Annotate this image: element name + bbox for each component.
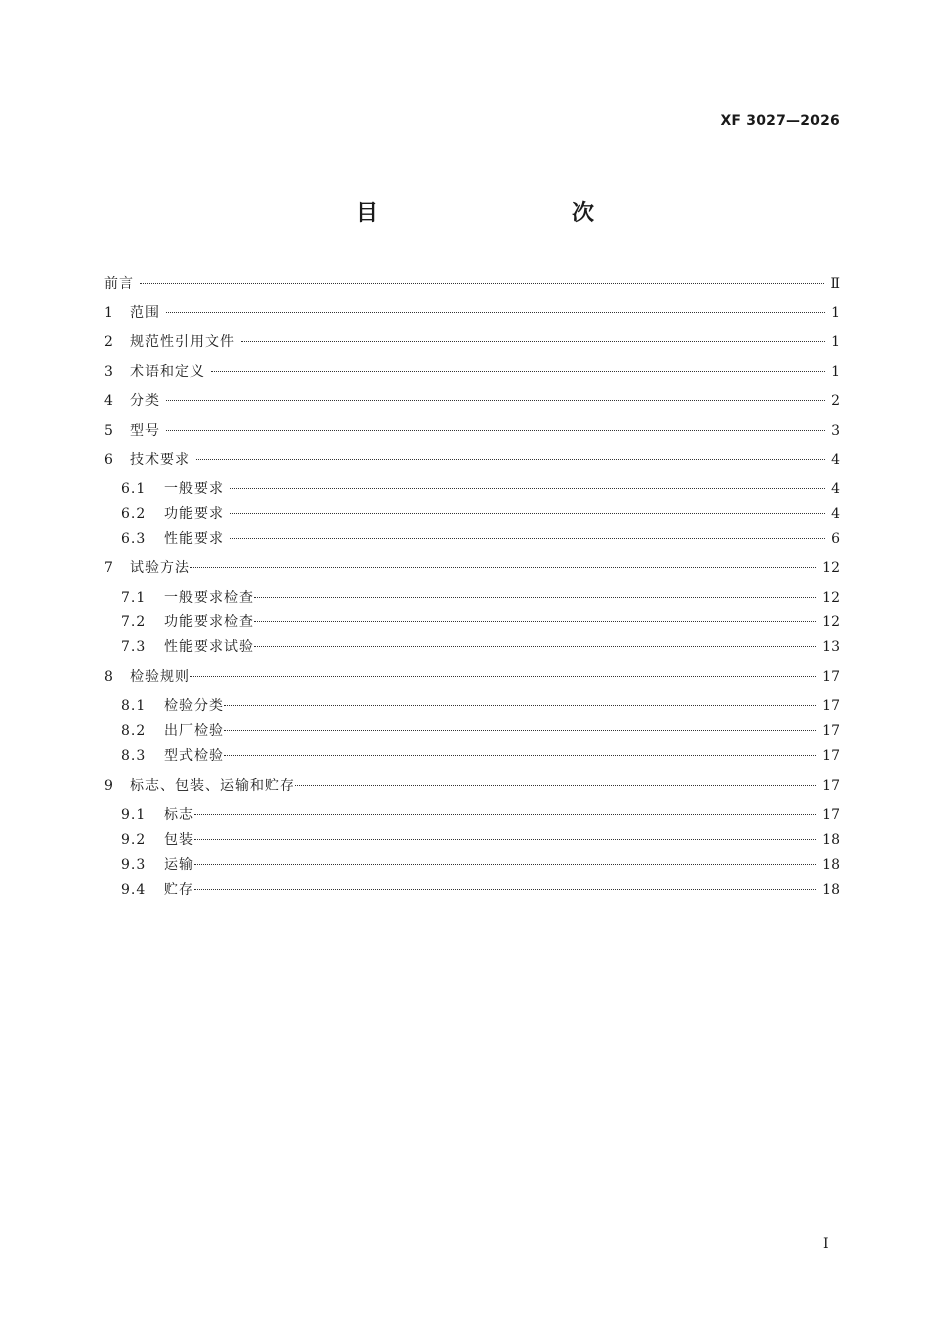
toc-page: 4 [831, 481, 840, 497]
toc-entry-7-2[interactable] [104, 611, 840, 633]
leader-dots [166, 400, 825, 401]
toc-entry-6[interactable] [104, 449, 840, 471]
leader-dots [224, 755, 816, 756]
leader-dots [295, 785, 816, 786]
toc-number: 9.1 [121, 807, 147, 823]
leader-dots [224, 730, 816, 731]
leader-dots [190, 567, 816, 568]
toc-page: 13 [822, 639, 840, 655]
toc-label: 运输 [164, 857, 194, 873]
toc-number: 1 [104, 305, 114, 321]
toc-number: 6 [104, 452, 114, 468]
toc-entry-8-3[interactable] [104, 745, 840, 767]
toc-entry-7-3[interactable] [104, 636, 840, 658]
toc-label: 范围 [130, 305, 160, 321]
toc-number: 7.3 [121, 639, 147, 655]
toc-page: 12 [822, 614, 840, 630]
toc-number: 6.3 [121, 531, 147, 547]
toc-label: 功能要求检查 [164, 614, 254, 630]
toc-label: 一般要求检查 [164, 590, 254, 606]
toc-label: 包装 [164, 832, 194, 848]
leader-dots [194, 839, 816, 840]
toc-number: 2 [104, 334, 114, 350]
toc-label: 检验分类 [164, 698, 224, 714]
toc-label: 试验方法 [130, 560, 190, 576]
toc-number: 9 [104, 778, 114, 794]
toc-label: 型号 [130, 423, 160, 439]
leader-dots [254, 597, 816, 598]
toc-label: 术语和定义 [130, 364, 205, 380]
toc-label: 规范性引用文件 [130, 334, 235, 350]
toc-number: 3 [104, 364, 114, 380]
toc-page: 17 [822, 807, 840, 823]
toc-number: 7 [104, 560, 114, 576]
toc-page: 6 [831, 531, 840, 547]
page-number: I [823, 1236, 829, 1252]
toc-page: 3 [831, 423, 840, 439]
leader-dots [194, 864, 816, 865]
toc-page: 17 [822, 723, 840, 739]
toc-entry-9-2[interactable] [104, 829, 840, 851]
toc-number: 8 [104, 669, 114, 685]
toc-entry-preface[interactable] [104, 273, 840, 295]
toc-entry-4[interactable] [104, 390, 840, 412]
toc-number: 6.1 [121, 481, 147, 497]
toc-entry-8-1[interactable] [104, 695, 840, 717]
toc-label: 出厂检验 [164, 723, 224, 739]
toc-entry-7[interactable] [104, 557, 840, 579]
toc-label: 性能要求 [164, 531, 224, 547]
toc-label: 标志 [164, 807, 194, 823]
toc-number: 7.2 [121, 614, 147, 630]
toc-label: 性能要求试验 [164, 639, 254, 655]
toc-number: 4 [104, 393, 114, 409]
toc-page: 18 [822, 857, 840, 873]
toc-number: 9.2 [121, 832, 147, 848]
toc-label: 标志、包装、运输和贮存 [130, 778, 295, 794]
leader-dots [254, 621, 816, 622]
toc-page: 12 [822, 590, 840, 606]
page-title: 目 次 [355, 201, 644, 226]
toc-number: 8.1 [121, 698, 147, 714]
toc-page: 1 [831, 305, 840, 321]
toc-page: 17 [822, 778, 840, 794]
standard-code: XF 3027—2026 [720, 113, 840, 129]
toc-entry-8-2[interactable] [104, 720, 840, 742]
toc-page: 18 [822, 832, 840, 848]
leader-dots [254, 646, 816, 647]
leader-dots [224, 705, 816, 706]
leader-dots [166, 312, 825, 313]
leader-dots [194, 889, 816, 890]
toc-page: 17 [822, 748, 840, 764]
leader-dots [230, 488, 825, 489]
toc-page: 1 [831, 334, 840, 350]
toc-label: 检验规则 [130, 669, 190, 685]
toc-entry-9-4[interactable] [104, 879, 840, 901]
toc-page: 18 [822, 882, 840, 898]
toc-entry-2[interactable] [104, 331, 840, 353]
toc-label: 功能要求 [164, 506, 224, 522]
toc-entry-5[interactable] [104, 420, 840, 442]
toc-label: 前言 [104, 276, 134, 292]
toc-page: 17 [822, 669, 840, 685]
toc-number: 8.3 [121, 748, 147, 764]
toc-page: 12 [822, 560, 840, 576]
toc-page: 1 [831, 364, 840, 380]
toc-entry-6-1[interactable] [104, 478, 840, 500]
toc-entry-8[interactable] [104, 666, 840, 688]
toc-label: 一般要求 [164, 481, 224, 497]
toc-entry-9-3[interactable] [104, 854, 840, 876]
leader-dots [196, 459, 825, 460]
toc-page: 17 [822, 698, 840, 714]
toc-entry-7-1[interactable] [104, 587, 840, 609]
leader-dots [194, 814, 816, 815]
leader-dots [140, 283, 824, 284]
toc-number: 8.2 [121, 723, 147, 739]
toc-entry-1[interactable] [104, 302, 840, 324]
toc-page: 2 [831, 393, 840, 409]
toc-entry-3[interactable] [104, 361, 840, 383]
toc-entry-6-2[interactable] [104, 503, 840, 525]
leader-dots [241, 341, 825, 342]
toc-page: 4 [831, 452, 840, 468]
toc-number: 7.1 [121, 590, 147, 606]
leader-dots [166, 430, 825, 431]
toc-entry-9[interactable] [104, 775, 840, 797]
leader-dots [211, 371, 825, 372]
toc-page: Ⅱ [830, 276, 840, 292]
leader-dots [230, 513, 825, 514]
toc-page: 4 [831, 506, 840, 522]
toc-label: 分类 [130, 393, 160, 409]
toc-label: 贮存 [164, 882, 194, 898]
toc-number: 9.3 [121, 857, 147, 873]
toc-entry-6-3[interactable] [104, 528, 840, 550]
toc-number: 5 [104, 423, 114, 439]
toc-label: 型式检验 [164, 748, 224, 764]
toc-number: 9.4 [121, 882, 147, 898]
leader-dots [230, 538, 825, 539]
toc-label: 技术要求 [130, 452, 190, 468]
toc-entry-9-1[interactable] [104, 804, 840, 826]
leader-dots [190, 676, 816, 677]
toc-number: 6.2 [121, 506, 147, 522]
